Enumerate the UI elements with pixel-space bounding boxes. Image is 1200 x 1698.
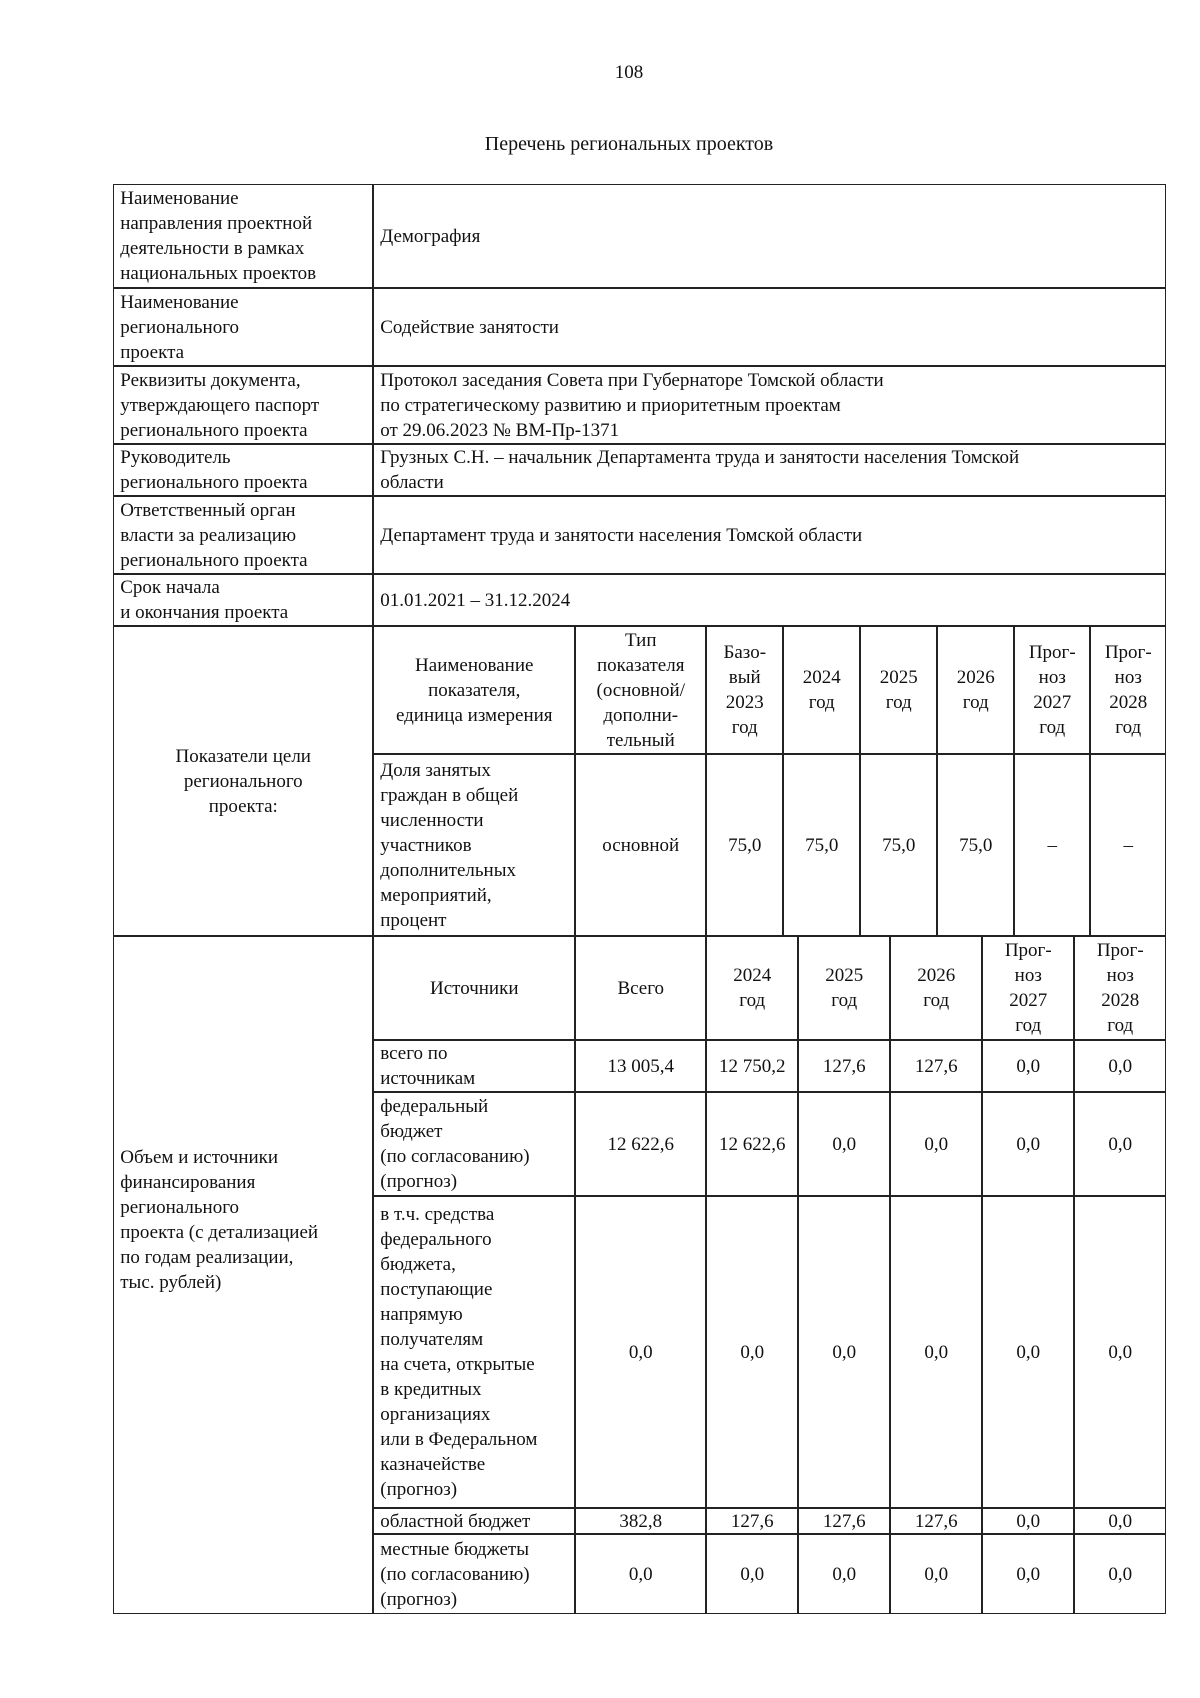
financing-source-regional: областной бюджет: [373, 1508, 575, 1534]
financing-source-total: всего по источникам: [373, 1040, 575, 1092]
financing-value: 12 750,2: [706, 1040, 798, 1092]
indicator-2024: 75,0: [783, 754, 860, 936]
financing-value: 127,6: [706, 1508, 798, 1534]
authority-label: Ответственный орган власти за реализацию регионального проекта: [113, 496, 373, 574]
financing-value: 0,0: [982, 1508, 1074, 1534]
period-value: 01.01.2021 – 31.12.2024: [373, 574, 1166, 626]
financing-header-2026: 2026 год: [890, 936, 982, 1040]
financing-value: 0,0: [575, 1534, 706, 1614]
indicator-type: основной: [575, 754, 706, 936]
indicator-2025: 75,0: [860, 754, 937, 936]
financing-value: 0,0: [798, 1534, 890, 1614]
indicator-header-2025: 2025 год: [860, 626, 937, 754]
indicators-section-label: Показатели цели регионального проекта:: [113, 626, 373, 936]
financing-value: 127,6: [798, 1508, 890, 1534]
financing-value: 0,0: [1074, 1196, 1166, 1508]
financing-source-federal: федеральный бюджет (по согласованию) (прогноз): [373, 1092, 575, 1196]
project-head-label: Руководитель регионального проекта: [113, 444, 373, 496]
financing-header-2025: 2025 год: [798, 936, 890, 1040]
financing-value: 0,0: [1074, 1534, 1166, 1614]
financing-value: 382,8: [575, 1508, 706, 1534]
financing-value: 0,0: [798, 1196, 890, 1508]
financing-value: 127,6: [890, 1040, 982, 1092]
financing-section-label: Объем и источники финансирования регионального проекта (с детализацией по годам реализации, тыс. рублей): [113, 936, 373, 1614]
period-label: Срок начала и окончания проекта: [113, 574, 373, 626]
indicator-header-2024: 2024 год: [783, 626, 860, 754]
financing-value: 0,0: [890, 1092, 982, 1196]
indicator-header-base-2023: Базо- вый 2023 год: [706, 626, 783, 754]
financing-value: 0,0: [982, 1092, 1074, 1196]
financing-value: 0,0: [798, 1092, 890, 1196]
financing-value: 0,0: [706, 1534, 798, 1614]
financing-source-federal-direct: в т.ч. средства федерального бюджета, поступающие напрямую получателям на счета, открытые в кредитных организациях или в Федеральном казначействе (прогноз): [373, 1196, 575, 1508]
financing-value: 13 005,4: [575, 1040, 706, 1092]
financing-header-2024: 2024 год: [706, 936, 798, 1040]
direction-label: Наименование направления проектной деятельности в рамках национальных проектов: [113, 184, 373, 288]
indicator-2026: 75,0: [937, 754, 1014, 936]
indicator-name: Доля занятых граждан в общей численности участников дополнительных мероприятий, процент: [373, 754, 575, 936]
indicator-header-name: Наименование показателя, единица измерения: [373, 626, 575, 754]
direction-value: Демография: [373, 184, 1166, 288]
financing-source-local: местные бюджеты (по согласованию) (прогноз): [373, 1534, 575, 1614]
financing-value: 0,0: [982, 1040, 1074, 1092]
project-name-label: Наименование регионального проекта: [113, 288, 373, 366]
financing-value: 0,0: [890, 1534, 982, 1614]
indicator-header-forecast-2027: Прог- ноз 2027 год: [1014, 626, 1090, 754]
financing-value: 0,0: [1074, 1092, 1166, 1196]
indicator-forecast-2027: –: [1014, 754, 1090, 936]
financing-value: 127,6: [798, 1040, 890, 1092]
indicator-base-2023: 75,0: [706, 754, 783, 936]
authority-value: Департамент труда и занятости населения Томской области: [373, 496, 1166, 574]
financing-value: 12 622,6: [706, 1092, 798, 1196]
indicator-forecast-2028: –: [1090, 754, 1166, 936]
financing-header-total: Всего: [575, 936, 706, 1040]
indicator-header-forecast-2028: Прог- ноз 2028 год: [1090, 626, 1166, 754]
financing-value: 0,0: [1074, 1040, 1166, 1092]
project-head-value: Грузных С.Н. – начальник Департамента труда и занятости населения Томской области: [373, 444, 1166, 496]
document-value: Протокол заседания Совета при Губернаторе Томской области по стратегическому развитию и приоритетным проектам от 29.06.2023 № ВМ-Пр-1371: [373, 366, 1166, 444]
document-title: Перечень региональных проектов: [484, 133, 774, 155]
financing-value: 0,0: [982, 1196, 1074, 1508]
financing-header-sources: Источники: [373, 936, 575, 1040]
projects-table: [114, 185, 1167, 1615]
document-label: Реквизиты документа, утверждающего паспорт регионального проекта: [113, 366, 373, 444]
financing-value: 12 622,6: [575, 1092, 706, 1196]
financing-header-forecast-2027: Прог- ноз 2027 год: [982, 936, 1074, 1040]
financing-value: 0,0: [982, 1534, 1074, 1614]
financing-value: 0,0: [575, 1196, 706, 1508]
financing-header-forecast-2028: Прог- ноз 2028 год: [1074, 936, 1166, 1040]
financing-value: 0,0: [890, 1196, 982, 1508]
indicator-header-type: Тип показателя (основной/ дополни- тельный: [575, 626, 706, 754]
financing-value: 127,6: [890, 1508, 982, 1534]
project-name-value: Содействие занятости: [373, 288, 1166, 366]
indicator-header-2026: 2026 год: [937, 626, 1014, 754]
page-number: 108: [614, 62, 644, 83]
financing-value: 0,0: [1074, 1508, 1166, 1534]
financing-value: 0,0: [706, 1196, 798, 1508]
